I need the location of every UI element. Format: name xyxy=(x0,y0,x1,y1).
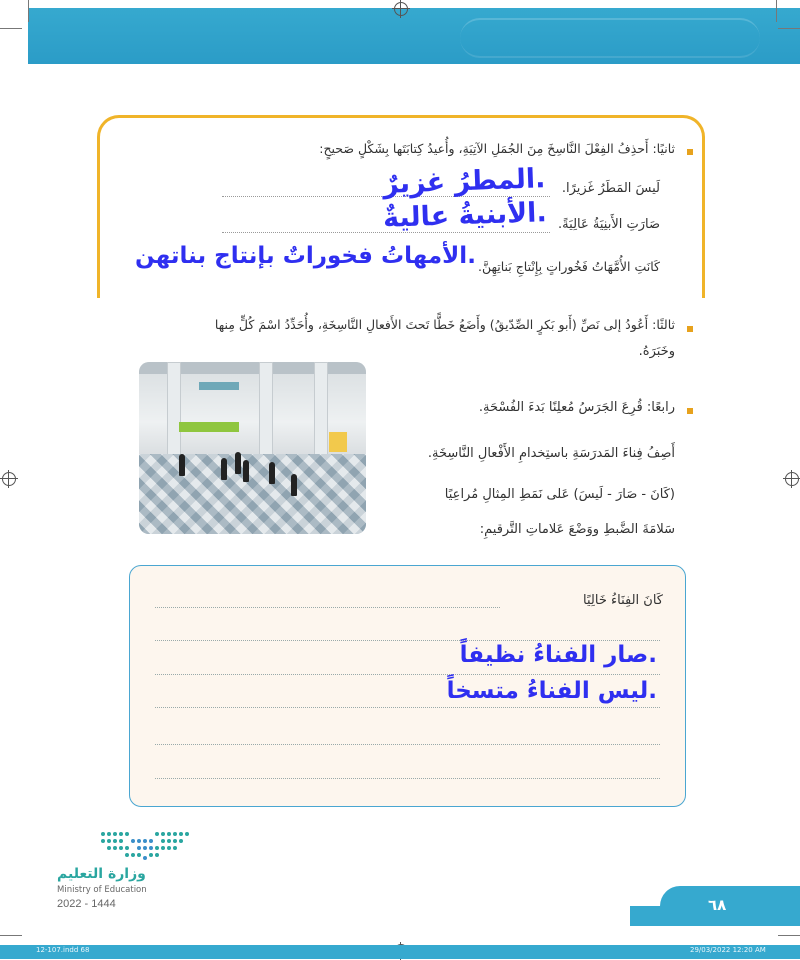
page-number-tab xyxy=(660,886,800,926)
writing-line xyxy=(155,607,500,608)
writing-line xyxy=(155,744,660,745)
slug-date: 29/03/2022 12:20 AM xyxy=(690,946,766,954)
footer-bar xyxy=(0,945,800,959)
bullet-icon xyxy=(687,326,693,332)
ministry-name-ar: وزارة التعليم xyxy=(57,866,146,882)
ministry-logo-icon xyxy=(95,828,195,862)
registration-mark-icon xyxy=(394,2,408,16)
answer-3: الأمهاتُ فخوراتٌ بإنتاج بناتهن. xyxy=(135,243,476,269)
bullet-icon xyxy=(687,408,693,414)
slug-file: 12-107.indd 68 xyxy=(36,946,90,954)
answer-1: المطرُ غزيرٌ. xyxy=(382,163,546,200)
crop-mark xyxy=(778,935,800,936)
writing-line xyxy=(155,778,660,779)
section4-line-2: (كَانَ - صَارَ - لَيسَ) عَلى نَمَطِ المِثالِ مُراعِيًا xyxy=(444,487,675,502)
sentence-2: صَارَتِ الأَبنِيَةُ عَالِيَةً. xyxy=(558,217,660,232)
writing-box xyxy=(129,565,686,807)
crop-mark xyxy=(28,0,29,22)
section4-title: رابعًا: قُرِعَ الجَرَسُ مُعلِنًا بَدءَ الفُسْحَةِ. xyxy=(478,400,675,415)
section2-instruction: ثانيًا: أَحذِفُ الفِعْلَ النَّاسِخَ مِنَ الجُمَلِ الآتِيَةِ، وأُعيدُ كِتابَتَها بِشَكْلٍ صَحيحٍ: xyxy=(319,141,675,156)
banner-pattern xyxy=(460,18,760,58)
top-banner xyxy=(28,8,800,64)
example-sentence: كَانَ الفِنَاءُ خَالِيًا xyxy=(583,593,663,608)
answer-2: الأبنيةُ عاليةٌ. xyxy=(382,197,548,234)
edition-year: 2022 - 1444 xyxy=(57,898,116,910)
crop-mark xyxy=(0,28,22,29)
writing-line xyxy=(155,707,660,708)
handwritten-answer-2: ليس الفناءُ متسخاً. xyxy=(446,678,657,704)
crop-mark xyxy=(778,28,800,29)
bullet-icon xyxy=(687,149,693,155)
school-courtyard-photo xyxy=(139,362,366,534)
writing-line xyxy=(155,640,660,641)
page-number: ٦٨ xyxy=(708,896,727,914)
writing-line xyxy=(155,674,660,675)
section3-instruction-cont: وخَبَرَهُ. xyxy=(638,344,675,359)
sentence-1: لَيسَ المَطَرُ غَزيرًا. xyxy=(561,181,660,196)
crop-mark xyxy=(0,935,22,936)
ministry-name-en: Ministry of Education xyxy=(57,885,147,895)
registration-mark-icon xyxy=(785,472,799,486)
handwritten-answer-1: صار الفناءُ نظيفاً. xyxy=(459,642,657,668)
section4-line-1: أَصِفُ فِناءَ المَدرَسَةِ باستِخدامِ الأَفْعالِ النَّاسِخَةِ. xyxy=(427,446,675,461)
sentence-3: كَانَتِ الأُمَّهَاتُ فَخُوراتٍ بِإِنْتاجِ بَناتِهِنَّ. xyxy=(477,259,660,274)
registration-mark-icon xyxy=(2,472,16,486)
section3-instruction: ثالثًا: أَعُودُ إلى نَصِّ (أَبو بَكرٍ الصِّدّيقُ) وأَضَعُ خَطًّا تَحتَ الأَفعالِ النَّاسِخَةِ، وأُحَدِّدُ اسْمَ كُلٍّ مِنها xyxy=(214,317,675,332)
section4-line-3: سَلامَةَ الضَّبطِ ووَضْعَ عَلاماتِ التَّرقيمِ: xyxy=(479,522,675,537)
crop-mark xyxy=(776,0,777,22)
